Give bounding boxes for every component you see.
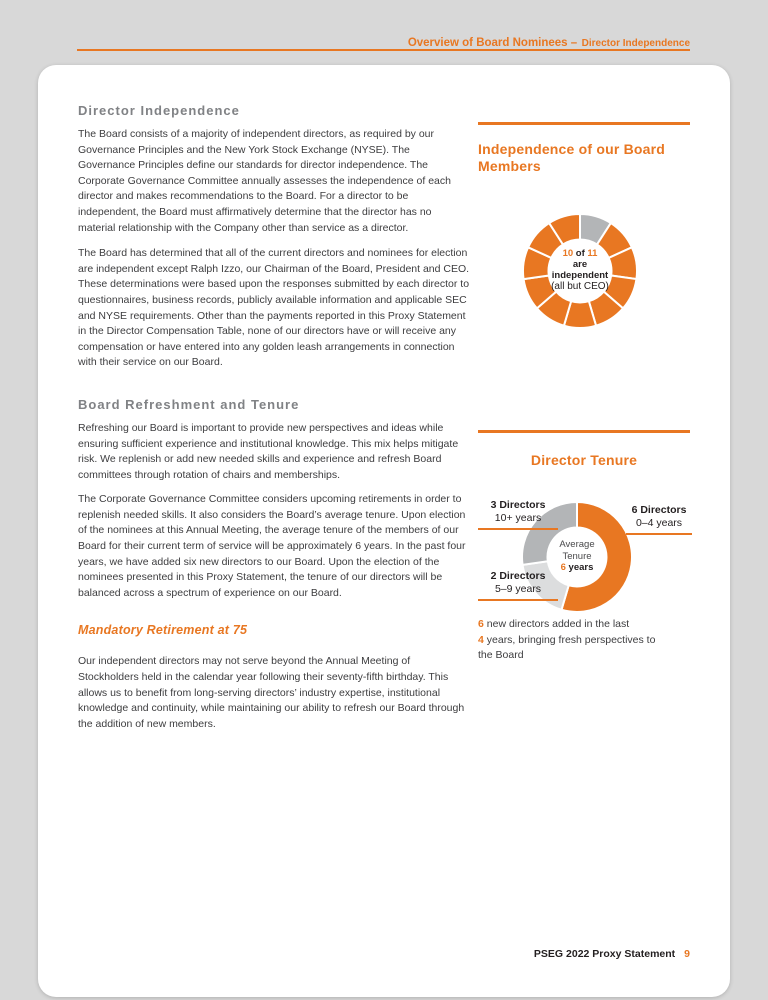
- tenure-note-line2: 4 years, bringing fresh perspectives to: [478, 633, 656, 646]
- independence-line3: independent: [551, 270, 609, 281]
- tenure-label-10plus-years: 3 Directors 10+ years: [478, 499, 558, 530]
- tenure-label-underline: [478, 599, 558, 601]
- paragraph-mandatory-retirement: Our independent directors may not serve beyond the Annual Meeting of Stockholders held in the calendar year following their seventy-fifth birthday. This allows us to benefit from long-serving directors’ industry expertise, institutional knowledge and continuity, while maintaining our ability to refresh our Board through the addition of new members.: [78, 655, 465, 730]
- header-title-sub: Director Independence: [581, 38, 690, 49]
- sidebar: [478, 65, 690, 765]
- footer-label: PSEG 2022 Proxy Statement: [533, 948, 676, 960]
- independence-ratio-line: 10 of 11: [562, 248, 598, 259]
- paragraph-independence-1: The Board consists of a majority of independent directors, as required by our Governance Principles and the New York Stock Exchange (NYSE). The Governance Principles define our standards for director independence. The Corporate Governance Committee annually assesses the independence of each director and makes recommendations to the Board. For a director to be independent, the Board must affirmatively determine that the director has no material relationship with the Company other than service as a director.: [78, 128, 451, 234]
- sidebar-rule-tenure: [478, 430, 690, 433]
- tenure-center-value-line: 6 years: [560, 562, 594, 573]
- tenure-label-underline: [478, 528, 558, 530]
- page-footer: [534, 948, 690, 960]
- tenure-center-line2: Tenure: [562, 550, 592, 562]
- footer-page-number: 9: [684, 948, 690, 960]
- independence-donut-center-label: [520, 248, 640, 292]
- header-rule: [77, 49, 690, 51]
- subsection-heading-mandatory-retirement: Mandatory Retirement at 75: [78, 623, 248, 638]
- section-heading-board-refreshment: Board Refreshment and Tenure: [78, 396, 300, 412]
- header-title-main: Overview of Board Nominees –: [407, 37, 578, 49]
- tenure-label-underline: [626, 533, 692, 535]
- main-content-column: [78, 103, 470, 732]
- content-card: [38, 65, 730, 997]
- independence-line2: are: [572, 259, 588, 270]
- sidebar-heading-tenure: Director Tenure: [530, 452, 638, 468]
- sidebar-heading-independence: Independence of our Board Members: [478, 141, 666, 174]
- tenure-label-0-4-years: 6 Directors 0–4 years: [626, 504, 692, 535]
- tenure-donut-center-label: [537, 539, 617, 574]
- paragraph-refreshment-2: The Corporate Governance Committee considers upcoming retirements in order to replenish needed skills. It also considers the Board’s average tenure. Upon election of the nominees at this Annual Meeting, the average tenure of the members of our Board for their current term of service will be approximately 6 years. In the past four years, we have added six new directors to our Board. Upon the election of the nominees presented in this Proxy Statement, the tenure of our directors will be balanced across a spectrum of experience on our Board.: [78, 493, 466, 599]
- tenure-note: [478, 617, 713, 664]
- tenure-label-5-9-years: 2 Directors 5–9 years: [478, 570, 558, 601]
- tenure-note-line1: 6 new directors added in the last: [478, 618, 630, 630]
- independence-line4: (all but CEO): [551, 281, 609, 292]
- tenure-center-line1: Average: [559, 539, 595, 550]
- section-heading-director-independence: Director Independence: [78, 103, 240, 118]
- sidebar-rule-independence: [478, 122, 690, 125]
- tenure-note-line3: the Board: [478, 649, 524, 661]
- paragraph-independence-2: The Board has determined that all of the current directors and nominees for election are independent except Ralph Izzo, our Chairman of the Board, President and CEO. These determinations were based upon the responses submitted by each director to questionnaires, business records, publicly available information and applicable SEC and NYSE requirements. Other than the payments reported in this Proxy Statement in the Director Compensation Table, none of our directors have or will receive any compensation or have entered into any golden leash arrangements in connection with their service on our Board.: [78, 247, 470, 369]
- paragraph-refreshment-1: Refreshing our Board is important to provide new perspectives and ideas while ensuring sufficient experience and institutional knowledge. This mix helps mitigate risk. We replenish or add new needed skills and experience and refresh Board committees through rotation of chairs and memberships.: [78, 421, 459, 481]
